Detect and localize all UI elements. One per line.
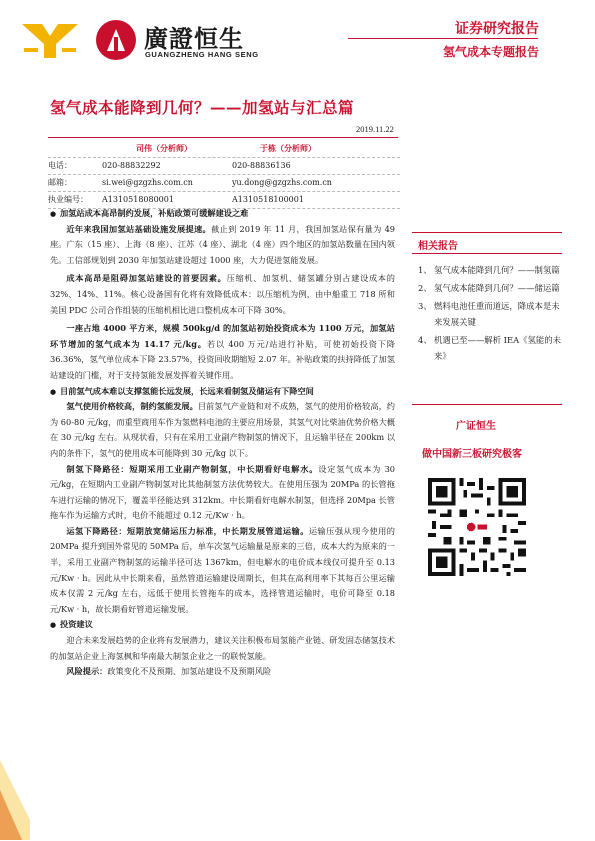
report-series-label: 氢气成本专题报告 — [442, 45, 539, 59]
sidebar-divider — [412, 232, 562, 233]
paragraph: 氢气使用价格较高，制约氢能发展。目前氢气产业链和对不成熟，氢气的使用价格较高，约为 60-80 元/kg，而重型商用车作为氢燃料电池的主要应用场景，其氢气对比柴油优势价格大概在 30 元/kg 左右。从现状看，只有在采用工业副产物制氢的情况下，且运输半径在 200km 以内的条件下，氢气的使用成本可能降到 30 元/kg 以下。 — [50, 401, 395, 458]
header-divider — [348, 38, 538, 39]
firm-name: 广证恒生 — [456, 421, 496, 432]
bullet-icon: ● — [50, 209, 57, 218]
bullet-icon: ● — [50, 620, 57, 630]
dash-divider — [48, 157, 400, 158]
analyst-name-1: 司伟（分析师） — [136, 143, 192, 153]
phone-label: 电话： — [48, 161, 72, 170]
firm-slogan: 做中国新三板研究极客 — [422, 449, 522, 460]
analyst-phone-1: 020-88832292 — [102, 161, 161, 170]
risk-paragraph: 风险提示：政策变化不及预期、加氢站建设不及预期风险 — [66, 666, 272, 677]
related-report-item[interactable]: 2、 氢气成本能降到几何？——储运篇 — [418, 283, 560, 293]
bullet-icon: ● — [50, 386, 57, 396]
sidebar-divider — [412, 404, 562, 405]
gzhs-emblem-icon — [96, 20, 136, 60]
summary-body — [50, 206, 395, 680]
related-report-item[interactable]: 1、 氢气成本能降到几何？——制氢篇 — [418, 265, 560, 275]
email-label: 邮箱： — [48, 178, 72, 187]
paragraph: 一座占地 4000 平方米，规模 500kg/d 的加氢站初始投资成本为 1100 万元，加氢站环节增加的氢气成本为 14.17 元/kg。若以 400 万元/站进行补贴，可使初始投资下降 36.36%，氢气单位成本下降 23.57%，投资回收期缩短 2.07 年。补贴政策的扶持降低了加氢站建设的门槛，对于支持氢能发展发挥着关键作用。 — [50, 323, 395, 380]
section-heading-1: ● 加氢站成本高昂制约发展，补贴政策可缓解建设之难 — [50, 206, 395, 222]
paragraph: 迎合未来发展趋势的企业将有发展潜力，建议关注积极布局氢能产业链、研发固态储氢技术的加氢站企业上海氢枫和华南最大制氢企业之一的联悦氢能。 — [50, 635, 395, 661]
paragraph: 近年来我国加氢站基础设施发展提速。截止到 2019 年 11 月，我国加氢站保有量为 49 座。广东（15 座）、上海（8 座）、江苏（4 座）、湖北（4 座）四个地区的加氢站数量在国内领先。工信部规划到 2030 年加氢站建设超过 1000 座，大力促进氢能发展。 — [50, 223, 395, 265]
dash-divider — [48, 174, 400, 175]
dash-divider — [48, 191, 400, 192]
related-reports-list — [418, 262, 562, 366]
analyst-phone-2: 020-88836136 — [232, 161, 291, 170]
title-divider — [48, 137, 398, 138]
analyst-email-1: si.wei@gzgzhs.com.cn — [102, 178, 193, 187]
report-date: 2019.11.22 — [356, 124, 394, 134]
brand-name-en: GUANGZHENG HANG SENG — [145, 50, 259, 59]
analyst-email-2: yu.dong@gzgzhs.com.cn — [232, 178, 332, 187]
analyst-license-1: A1310518080001 — [102, 195, 174, 204]
report-type-label: 证券研究报告 — [455, 21, 539, 37]
license-label: 执业编号： — [48, 195, 88, 204]
analyst-email-row — [48, 174, 400, 191]
report-title: 氢气成本能降到几何？——加氢站与汇总篇 — [50, 98, 355, 117]
analyst-license-2: A1310518100001 — [232, 195, 304, 204]
sidebar-divider — [412, 253, 562, 254]
section-heading-3: ● 投资建议 — [50, 617, 395, 633]
analyst-table — [48, 140, 400, 208]
analyst-phone-row — [48, 157, 400, 174]
paragraph: 运氢下降路径：短期放宽储运压力标准，中长期发展管道运输。运输压强从现今使用的 20MPa 提升到国外常见的 50MPa 后，单车次氢气运输量是原来的三倍，成本大约为原来的一半，采用工业副产物制氢的运输半径可达 1367km，但电解水的电价成本线仅可提升至 0.13 元/Kw · h。因此从中长期来看，虽然管道运输建设周期长，但其在高利用率下其每百公里运输成本仅需 2 元/kg 左右，远低于使用长管拖车的成本，选择管道运输时，电价可降至 0.18 元/Kw · h，故长期看好管道运输发展。 — [50, 525, 395, 614]
corner-decoration-icon — [0, 760, 30, 840]
paragraph: 制氢下降路径：短期采用工业副产物制氢，中长期看好电解水。设定氢气成本为 30 元/kg，在短期内工业副产物制氢对比其他制氢方法优势较大。在使用压强为 20MPa 的长管拖车进行运输的情况下，覆盖半径能达到 312km。中长期看好电解水制氢，但选择 20Mpa 长管拖车作为运输方式时，电价不能超过 0.12 元/Kw · h。 — [50, 463, 395, 521]
paragraph: 成本高昂是阻碍加氢站建设的首要因素。压缩机、加氢机、储氢罐分别占建设成本的 32%、14%、11%。核心设备国有化将有效降低成本：以压缩机为例，由中船重工 718 所和美国 PDC 公司合作组装的压缩机相比进口整机成本可下降 30%。 — [50, 273, 395, 315]
analyst-header-row — [48, 140, 400, 157]
section-heading-2: ● 目前氢气成本难以支撑氢能长远发展，长远来看制氢及储运有下降空间 — [50, 384, 395, 400]
related-report-item[interactable]: 3、 燃料电池任重而道远，降成本是未来发展关键 — [418, 301, 560, 327]
analyst-name-2: 于栋（分析师） — [260, 143, 316, 153]
related-report-item[interactable]: 4、 机遇已至——解析 IEA《氢能的未来》 — [418, 335, 562, 361]
related-reports-title: 相关报告 — [418, 241, 458, 252]
qr-code-icon[interactable] — [428, 478, 526, 576]
gzhs-logo-mark-icon — [22, 20, 78, 60]
brand-name-cn: 廣證恒生 — [144, 25, 244, 53]
